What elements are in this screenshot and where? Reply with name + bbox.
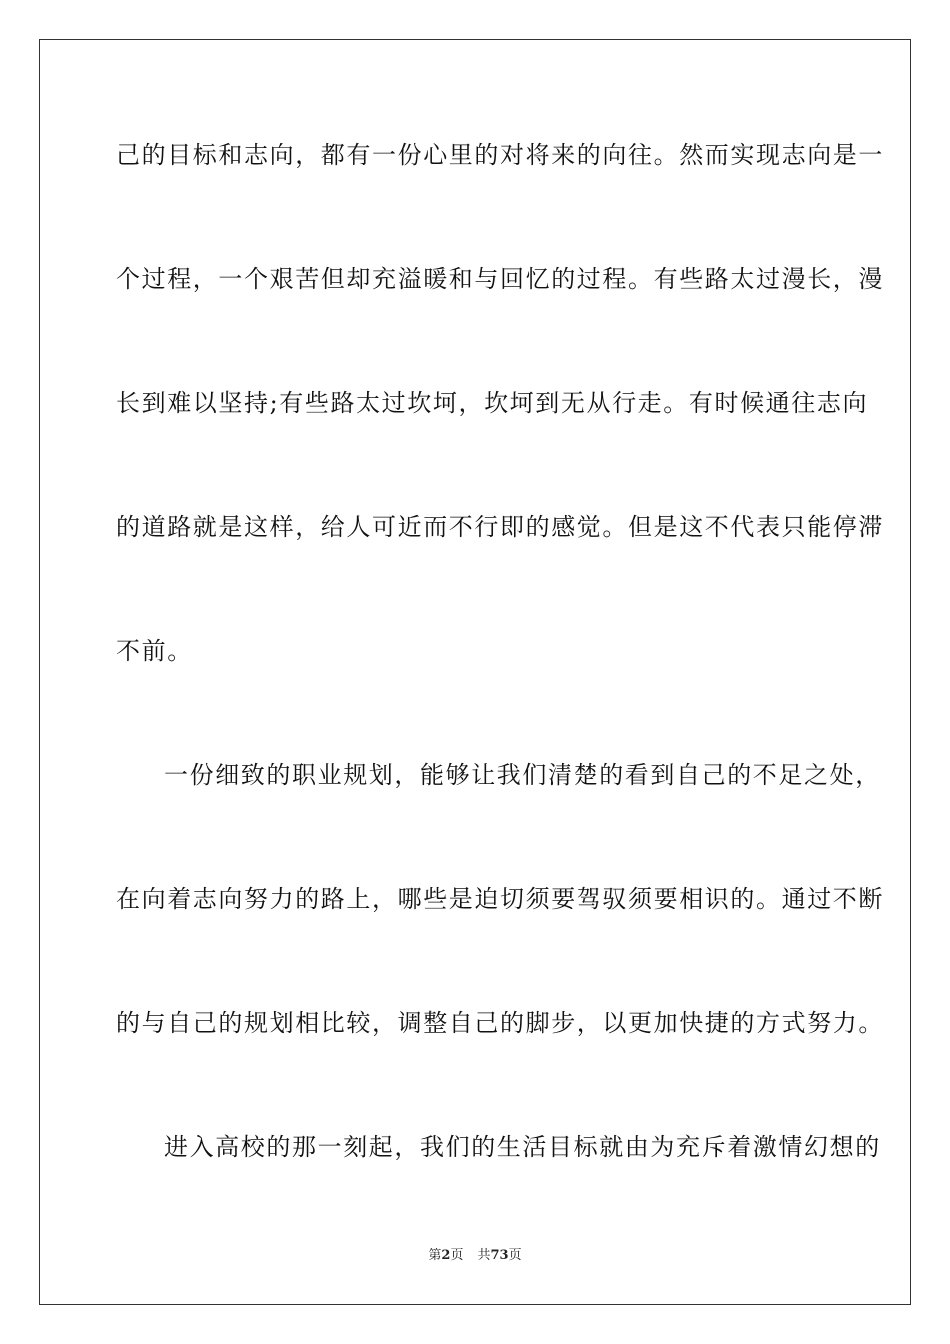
paragraph-line: 的与自己的规划相比较，调整自己的脚步，以更加快捷的方式努力。 bbox=[116, 1009, 884, 1037]
footer-total-pages: 73 bbox=[490, 1248, 509, 1263]
footer-total-suffix: 页 bbox=[508, 1248, 522, 1263]
paragraph-line: 不前。 bbox=[116, 637, 193, 665]
paragraph-line: 的道路就是这样，给人可近而不行即的感觉。但是这不代表只能停滞 bbox=[116, 513, 884, 541]
paragraph-line: 一份细致的职业规划，能够让我们清楚的看到自己的不足之处， bbox=[164, 761, 881, 789]
page-footer bbox=[0, 1246, 950, 1266]
paragraph-line: 己的目标和志向，都有一份心里的对将来的向往。然而实现志向是一 bbox=[116, 141, 884, 169]
paragraph-line: 进入高校的那一刻起，我们的生活目标就由为充斥着激情幻想的 bbox=[164, 1133, 881, 1161]
footer-page-prefix: 第 bbox=[428, 1248, 442, 1263]
paragraph-line: 个过程，一个艰苦但却充溢暖和与回忆的过程。有些路太过漫长，漫 bbox=[116, 265, 884, 293]
footer-total-prefix: 共 bbox=[477, 1248, 491, 1263]
page-border bbox=[39, 39, 911, 1305]
footer-page-suffix: 页 bbox=[450, 1248, 464, 1263]
paragraph-line: 在向着志向努力的路上，哪些是迫切须要驾驭须要相识的。通过不断 bbox=[116, 885, 884, 913]
footer-page-number: 2 bbox=[441, 1248, 451, 1263]
paragraph-line: 长到难以坚持;有些路太过坎坷，坎坷到无从行走。有时候通往志向 bbox=[116, 389, 869, 417]
